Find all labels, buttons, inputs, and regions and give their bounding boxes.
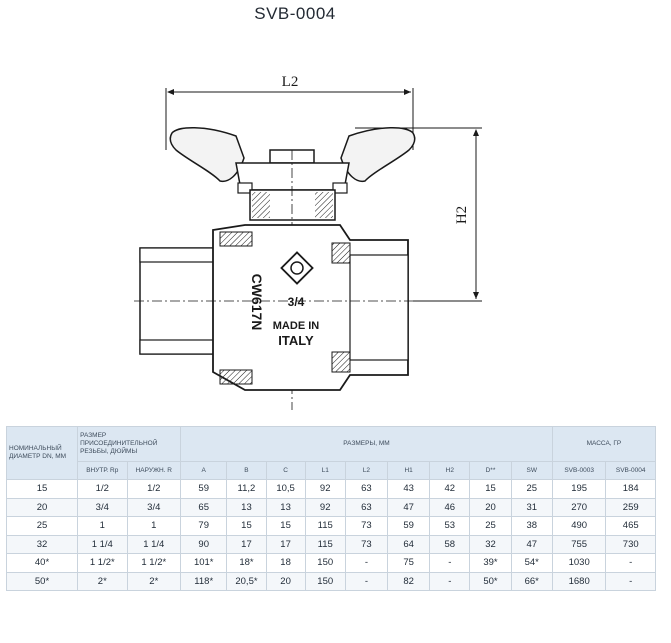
table-cell: 47	[511, 535, 552, 554]
table-cell: -	[606, 572, 656, 591]
table-cell: 75	[388, 554, 430, 573]
table-cell: 1	[78, 517, 127, 536]
table-cell: 730	[606, 535, 656, 554]
table-cell: 64	[388, 535, 430, 554]
column-header: H1	[388, 462, 430, 480]
table-cell: 18*	[227, 554, 266, 573]
table-cell: 1030	[552, 554, 606, 573]
table-cell: 47	[388, 498, 430, 517]
column-header: H2	[430, 462, 470, 480]
table-cell: 3/4	[78, 498, 127, 517]
table-cell: 1/2	[127, 480, 181, 499]
table-cell: 66*	[511, 572, 552, 591]
table-cell: 15	[227, 517, 266, 536]
table-cell: 1 1/4	[78, 535, 127, 554]
header-thread: РАЗМЕР ПРИСОЕДИНИТЕЛЬНОЙ РЕЗЬБЫ, ДЮЙМЫ	[78, 427, 181, 462]
column-header: SVB-0004	[606, 462, 656, 480]
table-cell: 1 1/4	[127, 535, 181, 554]
butterfly-handle	[170, 128, 414, 193]
stamp-made-in: MADE IN	[272, 320, 320, 332]
table-row	[7, 535, 656, 554]
table-cell: 92	[305, 498, 345, 517]
table-cell: 1 1/2*	[78, 554, 127, 573]
table-cell: 53	[430, 517, 470, 536]
table-row	[7, 517, 656, 536]
column-header: SVB-0003	[552, 462, 606, 480]
table-cell: 13	[266, 498, 305, 517]
table-cell: 15	[266, 517, 305, 536]
header-dn: НОМИНАЛЬНЫЙ ДИАМЕТР DN, ММ	[7, 427, 78, 480]
table-row	[7, 498, 656, 517]
table-cell: 755	[552, 535, 606, 554]
table-cell: 32	[470, 535, 511, 554]
table-cell: 39*	[470, 554, 511, 573]
table-cell: 25	[511, 480, 552, 499]
table-cell: 150	[305, 572, 345, 591]
table-cell: 43	[388, 480, 430, 499]
table-row	[7, 572, 656, 591]
table-cell: 10,5	[266, 480, 305, 499]
stamp-material: CW617N	[249, 273, 265, 331]
drawing-title: SVB-0004	[254, 4, 336, 23]
table-cell: 90	[181, 535, 227, 554]
table-cell: 465	[606, 517, 656, 536]
table-cell: 25	[470, 517, 511, 536]
table-cell: 59	[181, 480, 227, 499]
valve-technical-drawing	[0, 70, 671, 410]
table-cell: -	[430, 554, 470, 573]
table-cell: 115	[305, 535, 345, 554]
table-cell: 115	[305, 517, 345, 536]
column-header: L2	[345, 462, 387, 480]
table-cell: 40*	[7, 554, 78, 573]
table-cell: 82	[388, 572, 430, 591]
column-header: НАРУЖН. R	[127, 462, 181, 480]
column-header: B	[227, 462, 266, 480]
table-cell: 25	[7, 517, 78, 536]
table-cell: 1/2	[78, 480, 127, 499]
table-cell: 20	[266, 572, 305, 591]
dimension-h2-label: H2	[454, 205, 470, 225]
table-cell: 118*	[181, 572, 227, 591]
column-header: ВНУТР. Rp	[78, 462, 127, 480]
table-cell: 63	[345, 480, 387, 499]
dimension-l2-label: L2	[281, 74, 299, 90]
table-cell: 2*	[127, 572, 181, 591]
table-cell: 17	[227, 535, 266, 554]
table-cell: 73	[345, 517, 387, 536]
column-header: A	[181, 462, 227, 480]
valve-body	[134, 225, 420, 390]
table-row	[7, 480, 656, 499]
header-dimensions: РАЗМЕРЫ, ММ	[181, 427, 553, 462]
specifications-table	[6, 426, 656, 591]
table-cell: 3/4	[127, 498, 181, 517]
table-cell: 42	[430, 480, 470, 499]
table-cell: 32	[7, 535, 78, 554]
table-cell: 20	[470, 498, 511, 517]
table-cell: 11,2	[227, 480, 266, 499]
column-header: C	[266, 462, 305, 480]
stamp-italy: ITALY	[278, 333, 314, 348]
table-cell: 58	[430, 535, 470, 554]
table-cell: 59	[388, 517, 430, 536]
stamp-size: 3/4	[287, 295, 305, 309]
table-cell: 50*	[7, 572, 78, 591]
table-cell: 38	[511, 517, 552, 536]
table-cell: 195	[552, 480, 606, 499]
table-cell: 18	[266, 554, 305, 573]
table-cell: 20	[7, 498, 78, 517]
table-cell: 1680	[552, 572, 606, 591]
table-cell: 2*	[78, 572, 127, 591]
table-cell: 150	[305, 554, 345, 573]
table-cell: 15	[470, 480, 511, 499]
table-cell: 490	[552, 517, 606, 536]
table-cell: 54*	[511, 554, 552, 573]
table-cell: 101*	[181, 554, 227, 573]
table-cell: 50*	[470, 572, 511, 591]
table-cell: 13	[227, 498, 266, 517]
table-cell: 1	[127, 517, 181, 536]
table-row	[7, 554, 656, 573]
column-header: D**	[470, 462, 511, 480]
table-cell: 270	[552, 498, 606, 517]
table-cell: -	[345, 572, 387, 591]
table-cell: 73	[345, 535, 387, 554]
table-cell: 184	[606, 480, 656, 499]
table-cell: 17	[266, 535, 305, 554]
table-cell: 92	[305, 480, 345, 499]
table-cell: 79	[181, 517, 227, 536]
table-cell: -	[430, 572, 470, 591]
table-cell: -	[345, 554, 387, 573]
column-header: SW	[511, 462, 552, 480]
table-cell: 15	[7, 480, 78, 499]
table-cell: 1 1/2*	[127, 554, 181, 573]
table-cell: 20,5*	[227, 572, 266, 591]
table-cell: 46	[430, 498, 470, 517]
table-cell: 31	[511, 498, 552, 517]
table-cell: -	[606, 554, 656, 573]
table-cell: 63	[345, 498, 387, 517]
table-cell: 259	[606, 498, 656, 517]
column-header: L1	[305, 462, 345, 480]
table-cell: 65	[181, 498, 227, 517]
header-mass: МАССА, ГР	[552, 427, 655, 462]
